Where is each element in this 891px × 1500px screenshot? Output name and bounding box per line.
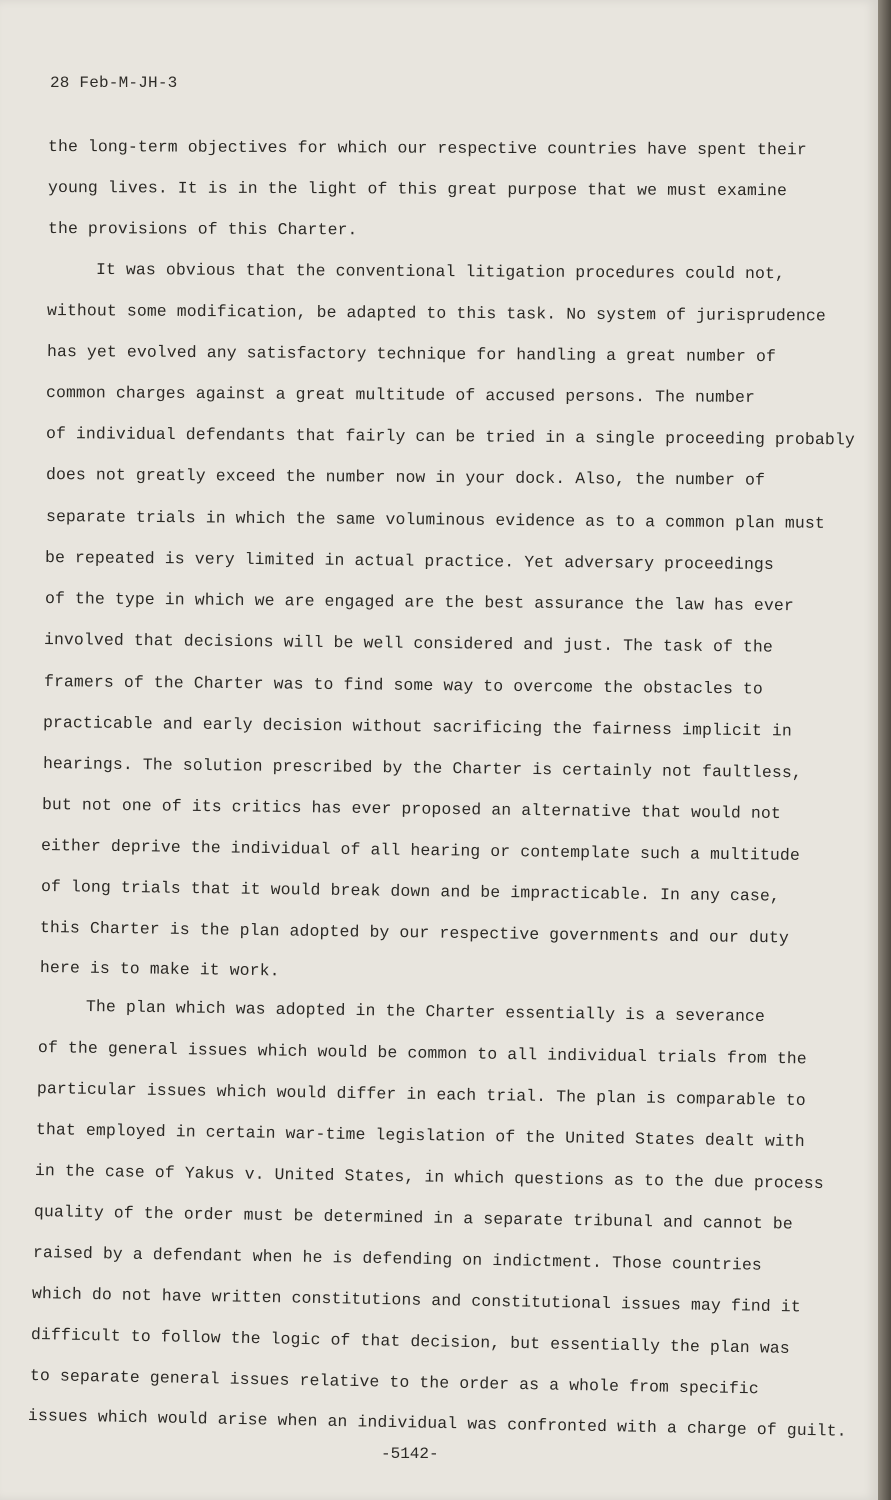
text-line: young lives. It is in the light of this great purpose that we must examine	[47, 178, 788, 201]
page-header-code: 28 Feb-M-JH-3	[50, 74, 178, 92]
text-line: of long trials that it would break down and be impracticable. In any case,	[40, 877, 781, 906]
text-line: that employed in certain war-time legislation of the United States dealt with	[35, 1120, 805, 1152]
text-line: here is to make it work.	[39, 958, 280, 981]
text-line: issues which would arise when an individual was confronted with a charge of guilt.	[27, 1406, 847, 1441]
page-edge-shadow	[878, 0, 891, 1500]
text-line: The plan which was adopted in the Charter essentially is a severance	[85, 997, 766, 1027]
text-line: to separate general issues relative to the order as a whole from specific	[29, 1366, 760, 1399]
text-line: of individual defendants that fairly can be tried in a single proceeding probably	[45, 424, 855, 450]
text-line: framers of the Charter was to find some way to overcome the obstacles to	[43, 672, 764, 699]
text-line: It was obvious that the conventional litigation procedures could not,	[95, 260, 786, 284]
text-line: of the type in which we are engaged are the best assurance the law has ever	[44, 589, 795, 616]
text-line: in the case of Yakus v. United States, in which questions as to the due process	[34, 1161, 824, 1194]
text-line: this Charter is the plan adopted by our respective governments and our duty	[39, 918, 790, 948]
text-line: has yet evolved any satisfactory technique for handling a great number of	[46, 342, 777, 367]
text-line: of the general issues which would be common to all individual trials from the	[37, 1038, 807, 1069]
text-line: which do not have written constitutions and constitutional issues may find it	[31, 1284, 801, 1317]
text-line: involved that decisions will be well considered and just. The task of the	[43, 630, 774, 657]
text-line: does not greatly exceed the number now in your dock. Also, the number of	[45, 465, 766, 490]
text-line: particular issues which would differ in each trial. The plan is comparable to	[36, 1079, 806, 1111]
text-line: hearings. The solution prescribed by the Charter is certainly not faultless,	[42, 754, 802, 783]
text-line: without some modification, be adapted to this task. No system of jurisprudence	[46, 301, 826, 326]
text-line: but not one of its critics has ever proposed an alternative that would not	[41, 795, 782, 824]
text-line: separate trials in which the same voluminous evidence as to a common plan must	[45, 507, 825, 533]
page-number: -5142-	[381, 1445, 439, 1463]
text-line: either deprive the individual of all hearing or contemplate such a multitude	[40, 836, 800, 865]
text-line: raised by a defendant when he is defending on indictment. Those countries	[32, 1243, 763, 1275]
text-line: be repeated is very limited in actual practice. Yet adversary proceedings	[44, 548, 775, 574]
text-line: practicable and early decision without sacrificing the fairness implicit in	[42, 713, 793, 741]
text-line: common charges against a great multitude of accused persons. The number	[45, 383, 756, 407]
text-line: the provisions of this Charter.	[47, 219, 358, 240]
text-line: difficult to follow the logic of that decision, but essentially the plan was	[30, 1325, 790, 1358]
text-line: the long-term objectives for which our respective countries have spent their	[47, 137, 807, 160]
text-line: quality of the order must be determined in a separate tribunal and cannot be	[33, 1202, 793, 1234]
